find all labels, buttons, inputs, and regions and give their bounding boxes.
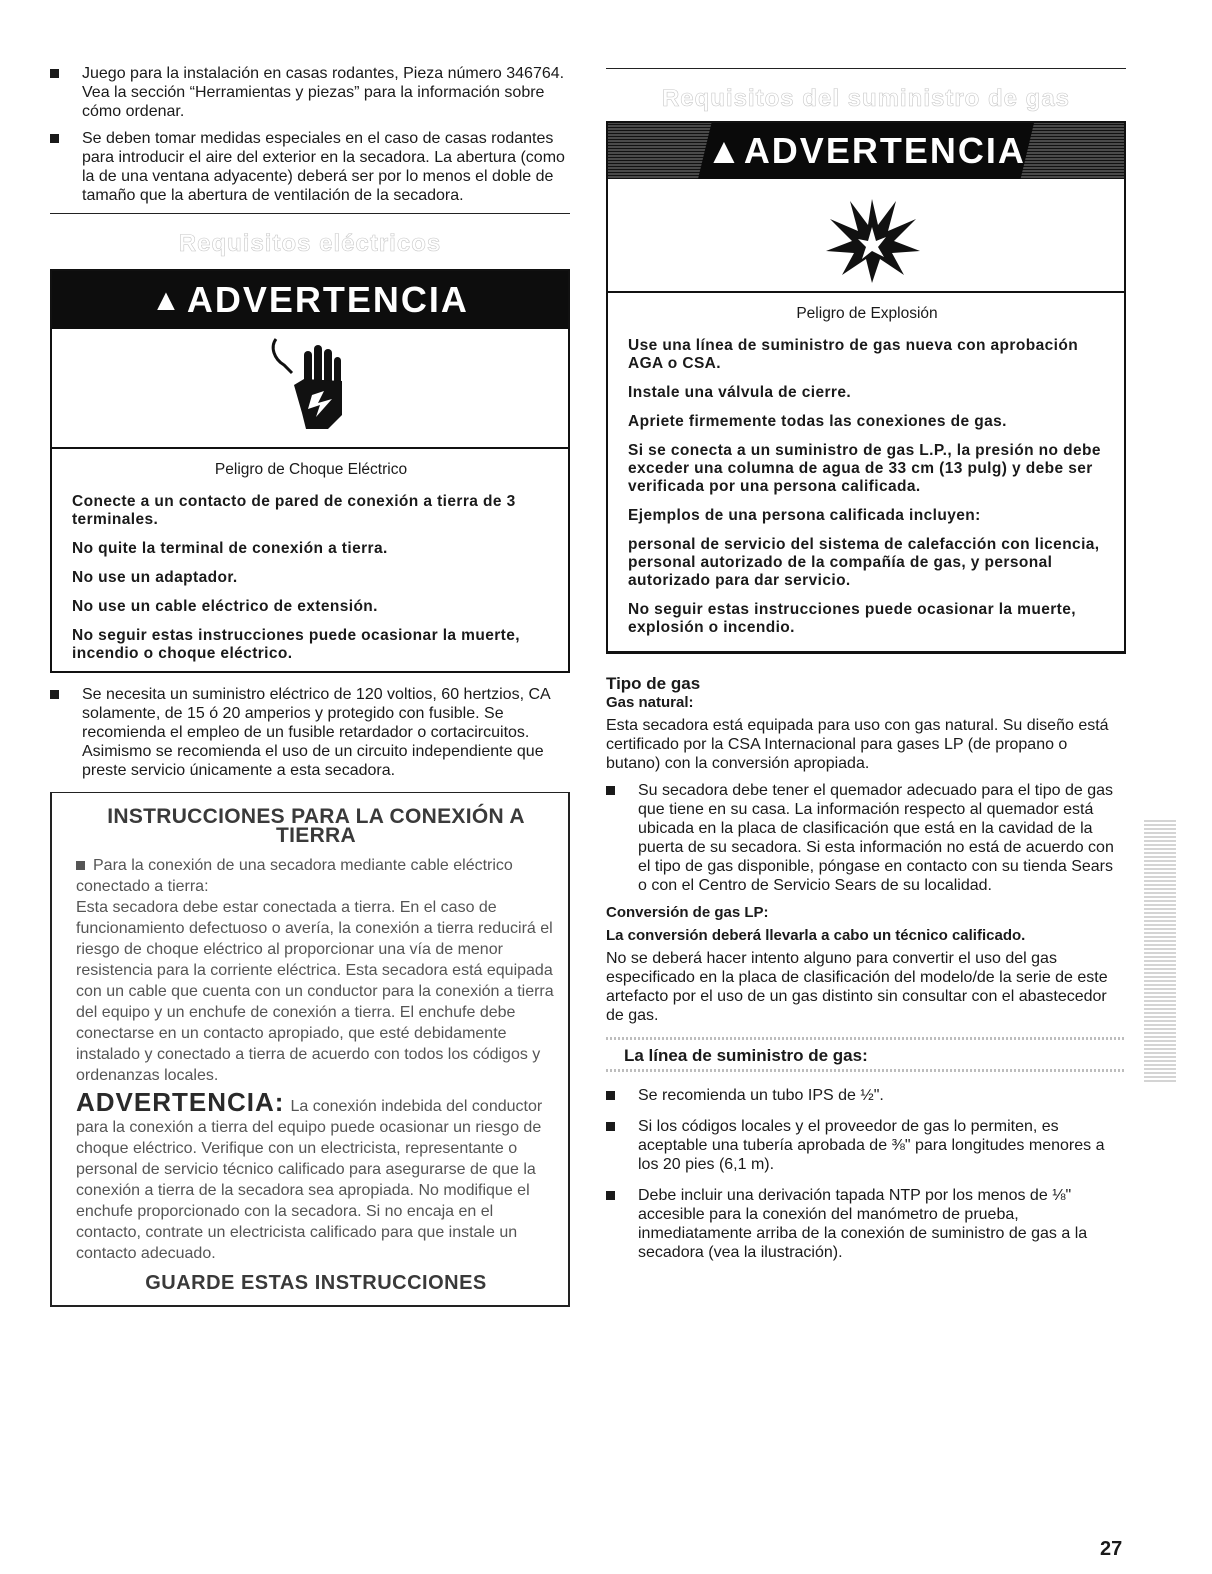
natural-gas-text: Esta secadora está equipada para uso con gas natural. Su diseño está certificado por la CSA Internacional para gases LP (de propano o butano) con la conversión apropiada. [606, 717, 1109, 772]
gas-type-heading: Tipo de gas [606, 674, 701, 693]
grounding-body: Esta secadora debe estar conectada a tierra. En el caso de funcionamiento defectuoso o avería, la conexión a tierra reducirá el riesgo de choque eléctrico al proporcionar una vía de menor resistencia para la corriente eléctrica. Esta secadora está equipada con un cable que cuenta con un conductor para la conexión a tierra del equipo y un enchufe de conexión a tierra. El enchufe debe conectarse en un contacto apropiado, que esté debidamente instalado y conectado a tierra de acuerdo con todos los códigos y ordenanzas locales. [76, 899, 554, 1084]
square-bullet-icon [50, 134, 59, 143]
save-instructions-footer: GUARDE ESTAS INSTRUCCIONES [145, 1272, 487, 1294]
gas-warning-box [606, 121, 1126, 654]
warning-triangle-icon: ▲ [151, 284, 183, 317]
gas-supply-line-heading: La línea de suministro de gas: [624, 1046, 868, 1065]
list-item: Su secadora debe tener el quemador adecuado para el tipo de gas que tiene en su casa. La información respecto al quemador está ubicada en la placa de clasificación que está en la cavidad de la puerta de su secadora. Si esta información no está de acuerdo con el tipo de gas disponible, póngase en contacto con su tienda Sears o con el Centro de Servicio Sears de su localidad. [606, 781, 1126, 895]
warning-triangle-icon: ▲ [706, 130, 744, 171]
electric-shock-symbol [52, 329, 568, 449]
grounding-instructions-box [50, 792, 570, 1307]
warning-text: Peligro de Choque Eléctrico Conecte a un contacto de pared de conexión a tierra de 3 terminales. No quite la terminal de conexión a tierra. No use un adaptador. No use un cable eléctrico de extensión. No seguir estas instrucciones puede ocasionar la muerte, incendio o choque eléctrico. [52, 449, 568, 671]
section-divider [606, 68, 1126, 69]
list-item: Se necesita un suministro eléctrico de 120 voltios, 60 hertzios, CA solamente, de 15 ó 20 amperios y protegido con fusible. Se recomienda el empleo de un fusible retardador o cortacircuitos. Asimismo se recomienda el uso de un circuito independiente que preste servicio únicamente a esta secadora. [50, 685, 570, 780]
warning-banner: ▲ ADVERTENCIA [52, 271, 568, 329]
burner-list [606, 781, 1126, 895]
left-column [50, 0, 570, 1307]
warning-banner: ▲ADVERTENCIA [608, 123, 1124, 179]
square-bullet-icon [606, 1191, 615, 1200]
grounding-warning: ADVERTENCIA: La conexión indebida del conductor para la conexión a tierra del equipo puede ocasionar un riesgo de choque eléctrico. Verifique con un electricista, representante o personal de servicio técnico calificado para asegurarse de que la conexión a tierra de la secadora sea apropiada. No modifique el enchufe proporcionado con la secadora. Si no encaja en el contacto, contrate un electricista calificado para que instale un contacto adecuado. [76, 1087, 543, 1262]
supply-line-list [606, 1086, 1126, 1262]
section-title-electrical: Requisitos eléctricos [178, 230, 442, 257]
right-column [606, 0, 1126, 1270]
explosion-symbol [608, 179, 1124, 293]
square-bullet-icon [50, 69, 59, 78]
list-item: Juego para la instalación en casas rodantes, Pieza número 346764. Vea la sección “Herramientas y piezas” para la información sobre cómo ordenar. [50, 64, 570, 121]
mobile-home-list [50, 64, 570, 205]
language-side-tab [1144, 820, 1176, 1082]
square-bullet-icon [606, 1122, 615, 1131]
lp-conversion-text: No se deberá hacer intento alguno para convertir el uso del gas especificado en la placa de clasificación del modelo/de la serie de este artefacto por el uso de un gas distinto sin consultar con el abastecedor de gas. [606, 950, 1108, 1024]
warning-text: Peligro de Explosión Use una línea de suministro de gas nueva con aprobación AGA o CSA. Instale una válvula de cierre. Apriete firmemente todas las conexiones de gas. Si se conecta a un suministro de gas L.P., la presión no debe exceder una columna de agua de 33 cm (13 pulg) y debe ser verificada por una persona calificada. Ejemplos de una persona calificada incluyen: personal de servicio del sistema de calefacción con licencia, personal autorizado de la compañía de gas, y personal autorizado para dar servicio. No seguir estas instrucciones puede ocasionar la muerte, explosión o incendio. [608, 293, 1124, 651]
supply-list [50, 685, 570, 780]
page-number: 27 [1100, 1538, 1123, 1560]
hazard-title: Peligro de Explosión [796, 305, 938, 322]
section-divider [50, 213, 570, 214]
section-title-gas: Requisitos del suministro de gas [661, 85, 1071, 112]
list-item: Se recomienda un tubo IPS de ½". [606, 1086, 1126, 1105]
electric-shock-hand-icon [262, 329, 362, 447]
list-item: Si los códigos locales y el proveedor de gas lo permiten, es aceptable una tubería aprobada de ⅜" para longitudes menores a los 20 pies (6,1 m). [606, 1117, 1126, 1174]
square-bullet-icon [50, 690, 59, 699]
explosion-icon [812, 179, 932, 291]
grounding-bullet: Para la conexión de una secadora mediante cable eléctrico conectado a tierra: [76, 857, 513, 895]
grounding-title: INSTRUCCIONES PARA LA CONEXIÓN A TIERRA [107, 805, 525, 847]
square-bullet-icon [606, 786, 615, 795]
list-item: Debe incluir una derivación tapada NTP por los menos de ⅛" accesible para la conexión del manómetro de prueba, inmediatamente arriba de la conexión de suministro de gas a la secadora (vea la ilustración). [606, 1186, 1126, 1262]
dotted-divider [606, 1069, 1126, 1072]
square-bullet-icon [76, 861, 85, 870]
lp-conversion-heading: Conversión de gas LP: [606, 904, 769, 921]
hazard-title: Peligro de Choque Eléctrico [214, 461, 408, 478]
natural-gas-heading: Gas natural: [606, 694, 694, 711]
list-item: Se deben tomar medidas especiales en el caso de casas rodantes para introducir el aire del exterior en la secadora. La abertura (como la de una ventana adyacente) deberá ser por lo menos el doble de tamaño que la abertura de ventilación de la secadora. [50, 129, 570, 205]
square-bullet-icon [606, 1091, 615, 1100]
lp-conversion-note: La conversión deberá llevarla a cabo un técnico calificado. [606, 927, 1026, 944]
electrical-warning-box [50, 269, 570, 673]
